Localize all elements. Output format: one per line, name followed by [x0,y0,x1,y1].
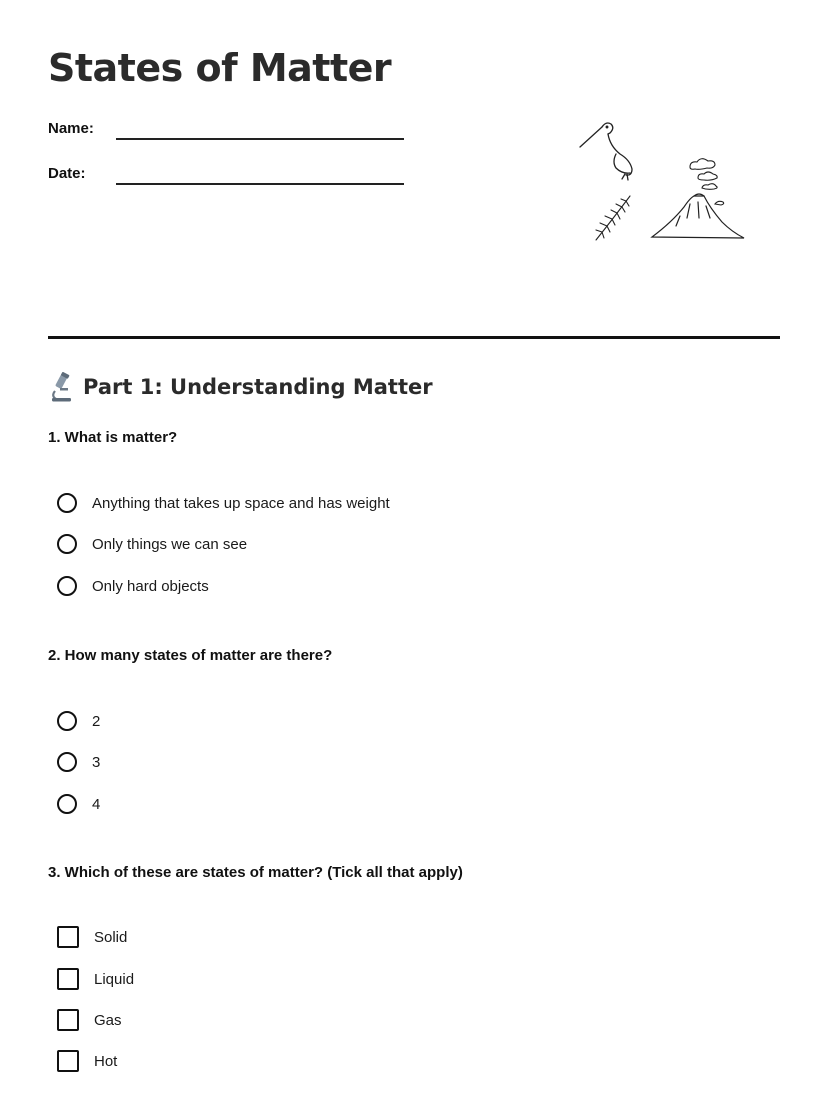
date-field[interactable] [48,161,408,191]
radio-button[interactable] [57,752,77,772]
q3-option-1[interactable] [57,924,127,950]
cloud-icon [690,159,724,205]
option-label: 2 [92,712,101,730]
q2-option-3[interactable] [57,791,100,817]
option-label: 3 [92,753,101,771]
radio-button[interactable] [57,534,77,554]
question-3: 3. Which of these are states of matter? (Tick all that apply) [48,864,463,881]
checkbox[interactable] [57,1050,79,1072]
section-divider [48,336,780,339]
page-title: States of Matter [48,46,392,90]
q1-option-2[interactable] [57,531,247,557]
question-1: 1. What is matter? [48,429,178,446]
option-label: Liquid [94,970,135,988]
checkbox[interactable] [57,926,79,948]
radio-button[interactable] [57,794,77,814]
option-label: Solid [94,928,128,946]
option-label: Only things we can see [92,535,248,553]
option-label: Only hard objects [92,577,209,595]
option-label: Gas [94,1011,122,1029]
q1-option-1[interactable] [57,490,390,516]
radio-button[interactable] [57,576,77,596]
part1-heading [48,372,433,402]
q1-option-3[interactable] [57,573,209,599]
microscope-icon [48,372,74,402]
q2-option-2[interactable] [57,749,100,775]
fern-leaf-icon [596,196,630,240]
volcano-icon [652,194,744,238]
checkbox[interactable] [57,1009,79,1031]
q3-option-2[interactable] [57,966,134,992]
part1-heading-text: Part 1: Understanding Matter [83,375,433,399]
kiwi-bird-icon [580,123,632,180]
date-line [116,183,404,185]
name-field[interactable] [48,116,408,146]
radio-button[interactable] [57,711,77,731]
question-2: 2. How many states of matter are there? [48,647,333,664]
radio-button[interactable] [57,493,77,513]
checkbox[interactable] [57,968,79,990]
option-label: Hot [94,1052,118,1070]
q2-option-1[interactable] [57,708,100,734]
nz-illustration [572,112,752,247]
date-label: Date: [48,165,86,182]
option-label: 4 [92,795,101,813]
option-label: Anything that takes up space and has weight [92,494,390,512]
q3-option-4[interactable] [57,1048,117,1074]
q3-option-3[interactable] [57,1007,122,1033]
name-label: Name: [48,120,94,137]
name-line [116,138,404,140]
